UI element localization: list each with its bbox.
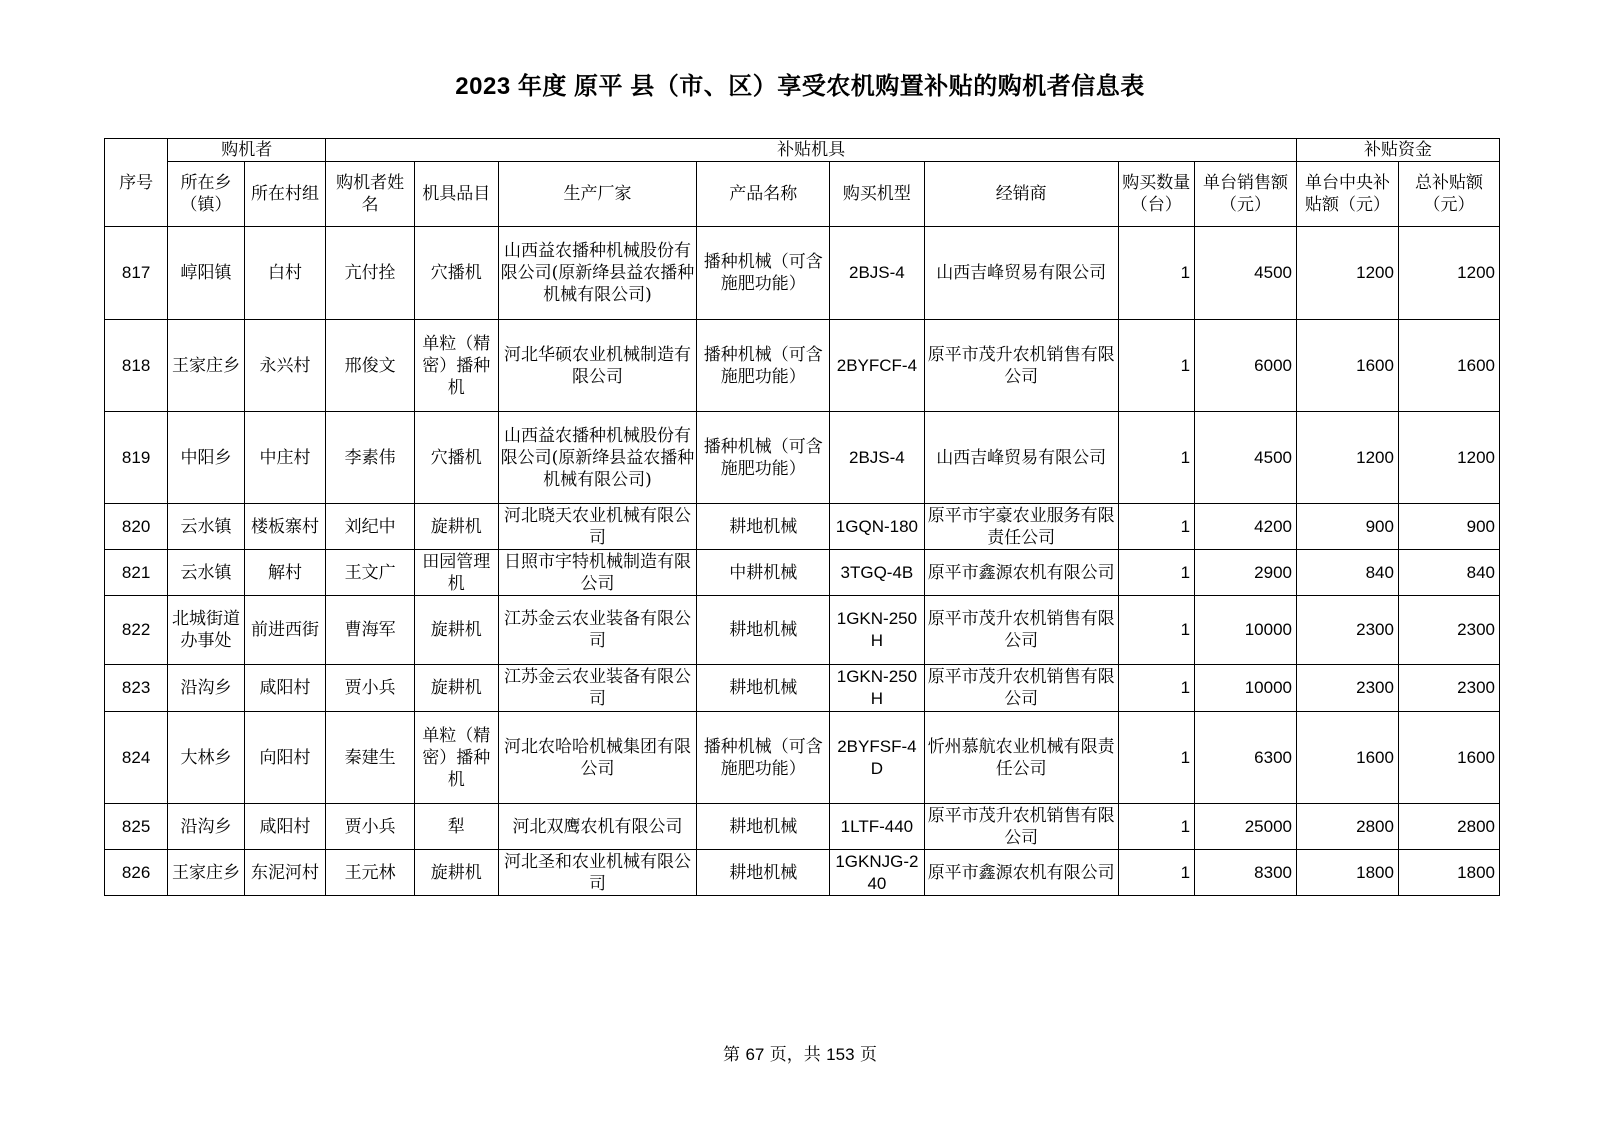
cell-model: 3TGQ-4B [829, 550, 924, 596]
cell-dealer: 山西吉峰贸易有限公司 [924, 227, 1118, 320]
header-group-machine: 补贴机具 [326, 139, 1297, 162]
footer-middle: 页，共 [764, 1045, 827, 1065]
header-total-subsidy: 总补贴额（元） [1398, 162, 1499, 227]
cell-qty: 1 [1118, 550, 1194, 596]
cell-dealer: 原平市茂升农机销售有限公司 [924, 596, 1118, 665]
cell-price: 8300 [1195, 850, 1297, 896]
footer-suffix: 页 [854, 1045, 877, 1065]
cell-model: 2BJS-4 [829, 412, 924, 504]
cell-product: 耕地机械 [697, 804, 830, 850]
cell-town: 云水镇 [168, 550, 244, 596]
cell-buyer-name: 邢俊文 [326, 320, 415, 412]
cell-village: 永兴村 [244, 320, 326, 412]
cell-unit-subsidy: 1600 [1297, 320, 1399, 412]
cell-town: 北城街道办事处 [168, 596, 244, 665]
cell-dealer: 原平市茂升农机销售有限公司 [924, 804, 1118, 850]
header-qty: 购买数量（台） [1118, 162, 1194, 227]
cell-unit-subsidy: 1600 [1297, 712, 1399, 804]
header-dealer: 经销商 [924, 162, 1118, 227]
cell-total-subsidy: 840 [1398, 550, 1499, 596]
table-row [105, 665, 1500, 712]
cell-product: 播种机械（可含施肥功能） [697, 712, 830, 804]
table-row [105, 227, 1500, 320]
cell-unit-subsidy: 2800 [1297, 804, 1399, 850]
table-row [105, 804, 1500, 850]
cell-category: 旋耕机 [414, 850, 498, 896]
cell-unit-subsidy: 1800 [1297, 850, 1399, 896]
cell-total-subsidy: 2800 [1398, 804, 1499, 850]
cell-manufacturer: 河北华硕农业机械制造有限公司 [498, 320, 697, 412]
cell-category: 犁 [414, 804, 498, 850]
cell-product: 耕地机械 [697, 504, 830, 550]
cell-buyer-name: 李素伟 [326, 412, 415, 504]
cell-buyer-name: 王元林 [326, 850, 415, 896]
cell-village: 中庄村 [244, 412, 326, 504]
header-buyer-name: 购机者姓名 [326, 162, 415, 227]
cell-qty: 1 [1118, 227, 1194, 320]
cell-village: 楼板寨村 [244, 504, 326, 550]
cell-manufacturer: 江苏金云农业装备有限公司 [498, 596, 697, 665]
table-row [105, 504, 1500, 550]
cell-unit-subsidy: 2300 [1297, 665, 1399, 712]
cell-town: 云水镇 [168, 504, 244, 550]
cell-manufacturer: 河北晓天农业机械有限公司 [498, 504, 697, 550]
cell-town: 大林乡 [168, 712, 244, 804]
cell-dealer: 原平市茂升农机销售有限公司 [924, 320, 1118, 412]
table-row [105, 320, 1500, 412]
cell-buyer-name: 刘纪中 [326, 504, 415, 550]
cell-village: 向阳村 [244, 712, 326, 804]
cell-qty: 1 [1118, 504, 1194, 550]
cell-total-subsidy: 900 [1398, 504, 1499, 550]
cell-price: 4500 [1195, 412, 1297, 504]
cell-buyer-name: 秦建生 [326, 712, 415, 804]
cell-price: 6000 [1195, 320, 1297, 412]
header-category: 机具品目 [414, 162, 498, 227]
cell-price: 2900 [1195, 550, 1297, 596]
footer-total-pages: 153 [826, 1045, 855, 1064]
cell-qty: 1 [1118, 412, 1194, 504]
cell-price: 4500 [1195, 227, 1297, 320]
cell-manufacturer: 江苏金云农业装备有限公司 [498, 665, 697, 712]
footer-page-number: 67 [745, 1045, 765, 1064]
cell-price: 10000 [1195, 596, 1297, 665]
cell-dealer: 原平市鑫源农机有限公司 [924, 550, 1118, 596]
cell-qty: 1 [1118, 665, 1194, 712]
cell-model: 1GKN-250H [829, 665, 924, 712]
cell-product: 中耕机械 [697, 550, 830, 596]
table-row [105, 850, 1500, 896]
cell-product: 耕地机械 [697, 596, 830, 665]
table-row [105, 550, 1500, 596]
cell-qty: 1 [1118, 804, 1194, 850]
cell-unit-subsidy: 1200 [1297, 412, 1399, 504]
cell-dealer: 忻州慕航农业机械有限责任公司 [924, 712, 1118, 804]
cell-unit-subsidy: 840 [1297, 550, 1399, 596]
cell-buyer-name: 亢付拴 [326, 227, 415, 320]
cell-village: 白村 [244, 227, 326, 320]
cell-product: 播种机械（可含施肥功能） [697, 412, 830, 504]
cell-village: 解村 [244, 550, 326, 596]
cell-buyer-name: 贾小兵 [326, 665, 415, 712]
cell-unit-subsidy: 2300 [1297, 596, 1399, 665]
cell-model: 2BYFSF-4D [829, 712, 924, 804]
cell-category: 单粒（精密）播种机 [414, 712, 498, 804]
cell-qty: 1 [1118, 596, 1194, 665]
cell-category: 单粒（精密）播种机 [414, 320, 498, 412]
cell-model: 1GKNJG-240 [829, 850, 924, 896]
header-unit-subsidy: 单台中央补贴额（元） [1297, 162, 1399, 227]
cell-seq: 824 [105, 712, 168, 804]
cell-unit-subsidy: 1200 [1297, 227, 1399, 320]
cell-buyer-name: 贾小兵 [326, 804, 415, 850]
cell-category: 穴播机 [414, 227, 498, 320]
header-manufacturer: 生产厂家 [498, 162, 697, 227]
cell-manufacturer: 河北双鹰农机有限公司 [498, 804, 697, 850]
cell-product: 播种机械（可含施肥功能） [697, 227, 830, 320]
cell-seq: 818 [105, 320, 168, 412]
cell-seq: 819 [105, 412, 168, 504]
cell-product: 耕地机械 [697, 665, 830, 712]
page-footer [0, 1040, 1600, 1065]
cell-model: 2BYFCF-4 [829, 320, 924, 412]
cell-category: 旋耕机 [414, 665, 498, 712]
cell-category: 旋耕机 [414, 596, 498, 665]
cell-product: 耕地机械 [697, 850, 830, 896]
cell-total-subsidy: 1600 [1398, 320, 1499, 412]
header-group-buyer: 购机者 [168, 139, 326, 162]
cell-village: 东泥河村 [244, 850, 326, 896]
cell-town: 崞阳镇 [168, 227, 244, 320]
cell-buyer-name: 曹海军 [326, 596, 415, 665]
cell-qty: 1 [1118, 850, 1194, 896]
cell-town: 沿沟乡 [168, 804, 244, 850]
buyer-info-table [104, 138, 1500, 896]
cell-unit-subsidy: 900 [1297, 504, 1399, 550]
table-row [105, 712, 1500, 804]
cell-total-subsidy: 1200 [1398, 227, 1499, 320]
cell-price: 4200 [1195, 504, 1297, 550]
cell-product: 播种机械（可含施肥功能） [697, 320, 830, 412]
cell-village: 咸阳村 [244, 665, 326, 712]
cell-town: 中阳乡 [168, 412, 244, 504]
cell-manufacturer: 山西益农播种机械股份有限公司(原新绛县益农播种机械有限公司) [498, 227, 697, 320]
cell-dealer: 原平市鑫源农机有限公司 [924, 850, 1118, 896]
header-group-fund: 补贴资金 [1297, 139, 1500, 162]
cell-village: 咸阳村 [244, 804, 326, 850]
cell-seq: 817 [105, 227, 168, 320]
cell-category: 穴播机 [414, 412, 498, 504]
cell-seq: 823 [105, 665, 168, 712]
cell-price: 6300 [1195, 712, 1297, 804]
cell-seq: 821 [105, 550, 168, 596]
cell-seq: 820 [105, 504, 168, 550]
cell-model: 1GKN-250H [829, 596, 924, 665]
header-village: 所在村组 [244, 162, 326, 227]
cell-town: 王家庄乡 [168, 850, 244, 896]
cell-total-subsidy: 1600 [1398, 712, 1499, 804]
page-title: 2023 年度 原平 县（市、区）享受农机购置补贴的购机者信息表 [455, 73, 1145, 100]
table-row [105, 596, 1500, 665]
header-product: 产品名称 [697, 162, 830, 227]
cell-village: 前进西街 [244, 596, 326, 665]
cell-town: 沿沟乡 [168, 665, 244, 712]
cell-dealer: 原平市宇豪农业服务有限责任公司 [924, 504, 1118, 550]
cell-total-subsidy: 1800 [1398, 850, 1499, 896]
cell-dealer: 原平市茂升农机销售有限公司 [924, 665, 1118, 712]
cell-total-subsidy: 2300 [1398, 596, 1499, 665]
header-town: 所在乡（镇） [168, 162, 244, 227]
cell-town: 王家庄乡 [168, 320, 244, 412]
cell-qty: 1 [1118, 712, 1194, 804]
cell-price: 10000 [1195, 665, 1297, 712]
cell-manufacturer: 河北农哈哈机械集团有限公司 [498, 712, 697, 804]
cell-manufacturer: 日照市宇特机械制造有限公司 [498, 550, 697, 596]
cell-seq: 825 [105, 804, 168, 850]
table-row [105, 412, 1500, 504]
cell-category: 旋耕机 [414, 504, 498, 550]
header-model: 购买机型 [829, 162, 924, 227]
cell-category: 田园管理机 [414, 550, 498, 596]
header-price: 单台销售额（元） [1195, 162, 1297, 227]
cell-qty: 1 [1118, 320, 1194, 412]
cell-buyer-name: 王文广 [326, 550, 415, 596]
cell-seq: 822 [105, 596, 168, 665]
cell-total-subsidy: 1200 [1398, 412, 1499, 504]
cell-seq: 826 [105, 850, 168, 896]
cell-price: 25000 [1195, 804, 1297, 850]
header-seq: 序号 [105, 139, 168, 227]
cell-model: 1GQN-180 [829, 504, 924, 550]
cell-total-subsidy: 2300 [1398, 665, 1499, 712]
cell-manufacturer: 山西益农播种机械股份有限公司(原新绛县益农播种机械有限公司) [498, 412, 697, 504]
cell-model: 2BJS-4 [829, 227, 924, 320]
cell-model: 1LTF-440 [829, 804, 924, 850]
footer-prefix: 第 [723, 1045, 746, 1065]
cell-dealer: 山西吉峰贸易有限公司 [924, 412, 1118, 504]
cell-manufacturer: 河北圣和农业机械有限公司 [498, 850, 697, 896]
